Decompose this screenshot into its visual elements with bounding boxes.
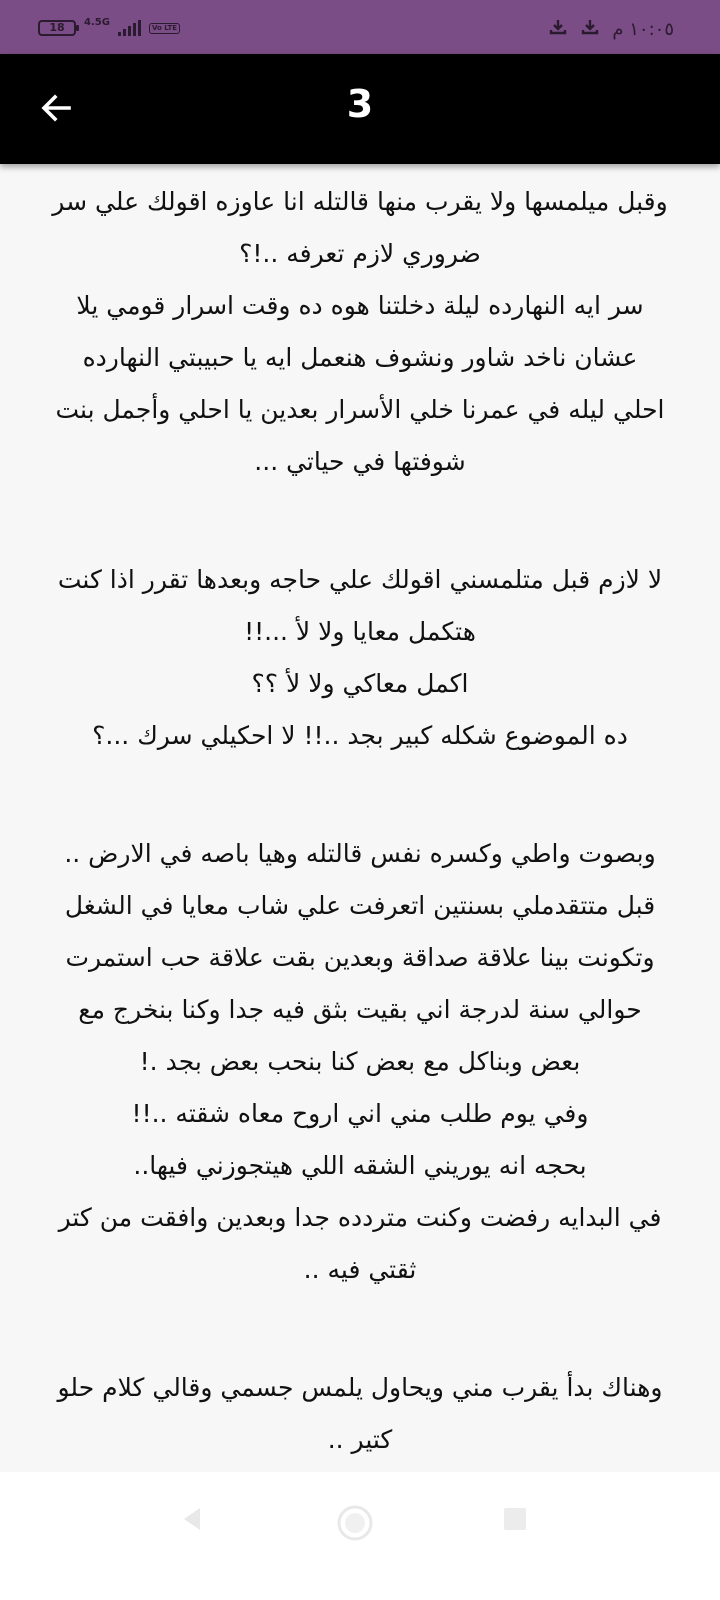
- text-line: بعض وبناكل مع بعض كنا بنحب بعض بجد .!: [139, 1047, 581, 1076]
- text-line: حوالي سنة لدرجة اني بقيت بثق فيه جدا وكنا بنخرج مع: [78, 995, 642, 1024]
- battery-icon: [38, 20, 76, 36]
- text-line: في البدايه رفضت وكنت متردده جدا وبعدين وافقت من كتر: [58, 1203, 662, 1232]
- paragraph: [18, 176, 702, 488]
- chapter-text: [18, 176, 702, 1466]
- nav-recent-button[interactable]: [500, 1504, 530, 1538]
- text-line: ضروري لازم تعرفه ..!؟: [239, 239, 481, 268]
- text-line: كتير ..: [327, 1425, 393, 1454]
- text-line: اكمل معاكي ولا لأ ؟؟: [251, 669, 469, 698]
- volte-icon: Vo LTE: [149, 23, 180, 34]
- text-line: شوفتها في حياتي ...: [254, 447, 466, 476]
- network-type: 4.5G: [84, 16, 110, 28]
- text-line: لا لازم قبل متلمسني اقولك علي حاجه وبعدها تقرر اذا كنت: [57, 565, 663, 594]
- text-line: ثقتي فيه ..: [303, 1255, 417, 1284]
- paragraph: [18, 554, 702, 762]
- text-line: وهناك بدأ يقرب مني ويحاول يلمس جسمي وقالي كلام حلو: [57, 1373, 663, 1402]
- nav-back-button[interactable]: [178, 1504, 208, 1538]
- nav-recent-icon: [500, 1504, 530, 1534]
- download-icon: [548, 17, 568, 42]
- text-line: وفي يوم طلب مني اني اروح معاه شقته ..!!: [131, 1099, 589, 1128]
- paragraph: [18, 1362, 702, 1466]
- nav-home-button[interactable]: [336, 1504, 374, 1546]
- clock: ١٠:٠٥ م: [612, 19, 674, 40]
- nav-home-icon: [336, 1504, 374, 1542]
- text-line: وقبل ميلمسها ولا يقرب منها قالتله انا عاوزه اقولك علي سر: [52, 187, 668, 216]
- battery-level: 18: [49, 21, 65, 34]
- app-bar: [0, 54, 720, 164]
- text-line: احلي ليله في عمرنا خلي الأسرار بعدين يا احلي وأجمل بنت: [55, 395, 665, 424]
- paragraph: [18, 828, 702, 1296]
- text-line: وبصوت واطي وكسره نفس قالتله وهيا باصه في الارض ..: [64, 839, 656, 868]
- download-icon: [580, 17, 600, 42]
- status-indicators: [38, 16, 180, 36]
- text-line: عشان ناخد شاور ونشوف هنعمل ايه يا حبيبتي النهارده: [82, 343, 638, 372]
- page-title: 3: [346, 82, 374, 126]
- nav-back-icon: [178, 1504, 208, 1534]
- status-bar: [0, 0, 720, 54]
- text-line: سر ايه النهارده ليلة دخلتنا هوه ده وقت اسرار قومي يلا: [76, 291, 644, 320]
- status-right: [548, 17, 674, 42]
- system-nav-bar: [0, 1472, 720, 1600]
- signal-icon: [118, 20, 141, 36]
- text-line: قبل متتقدملي بسنتين اتعرفت علي شاب معايا في الشغل: [64, 891, 656, 920]
- text-line: ده الموضوع شكله كبير بجد ..!! لا احكيلي سرك ...؟: [92, 721, 628, 750]
- text-line: وتكونت بينا علاقة صداقة وبعدين بقت علاقة حب استمرت: [65, 943, 655, 972]
- text-line: هتكمل معايا ولا لأ ...!!: [244, 617, 476, 646]
- text-line: بحجه انه يوريني الشقه اللي هيتجوزني فيها..: [133, 1151, 587, 1180]
